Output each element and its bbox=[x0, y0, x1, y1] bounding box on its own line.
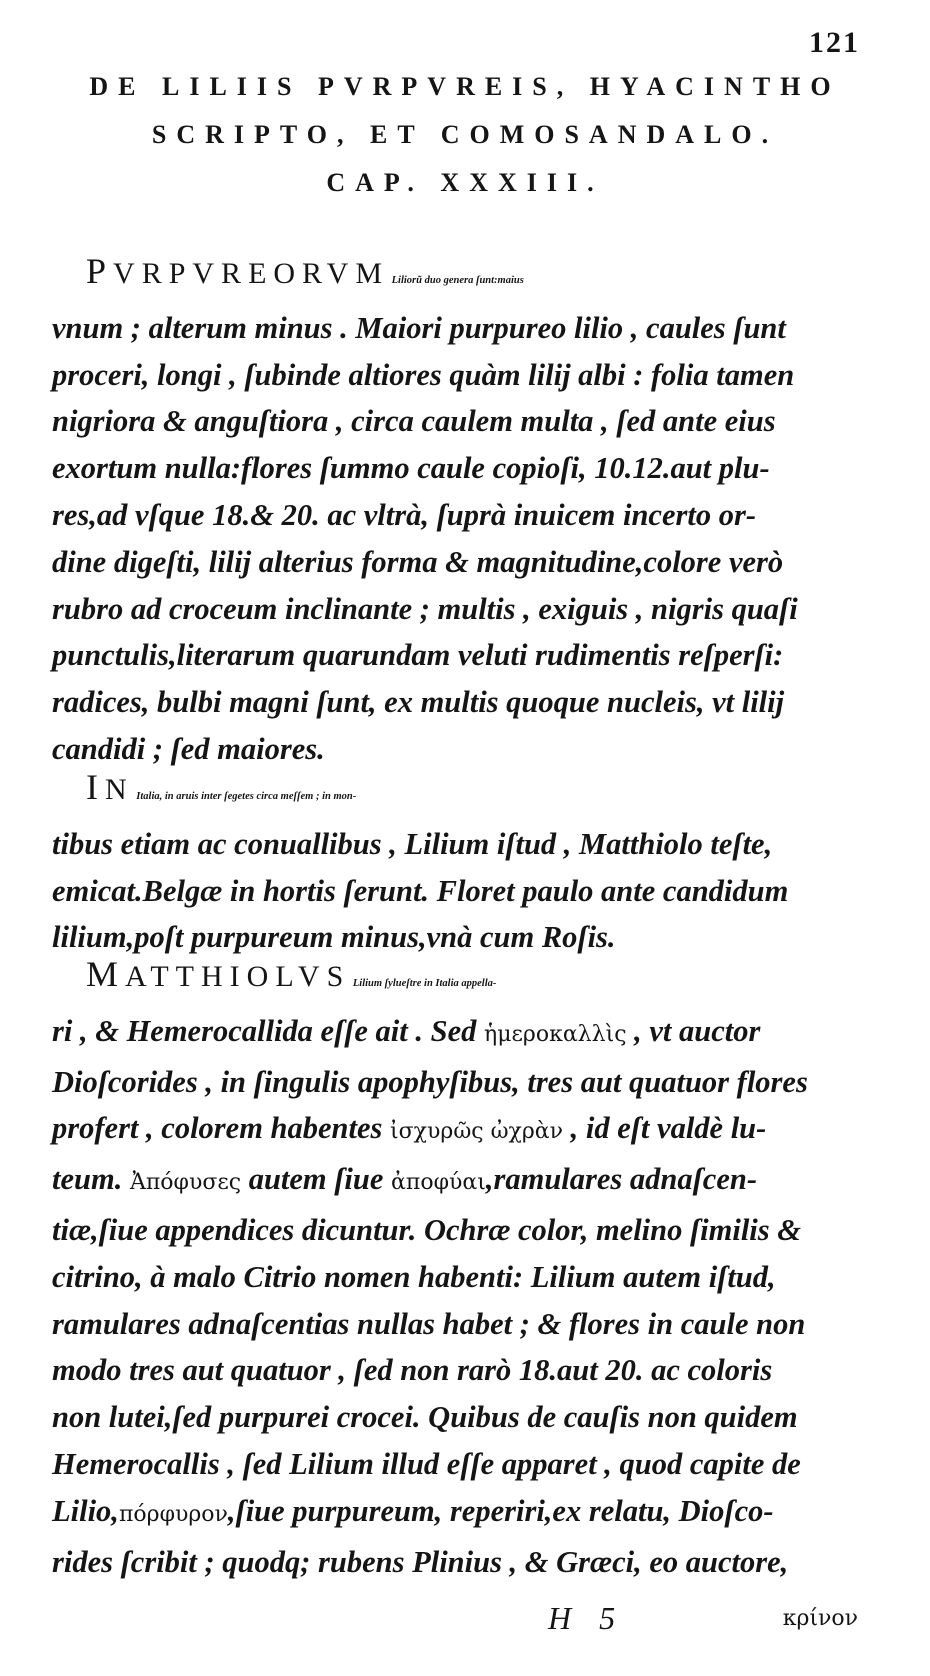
chapter-number: CAP. XXXIII. bbox=[326, 168, 604, 197]
paragraph-3-line-12-text-b: ,ſiue purpureum, reperiri,ex relatu, Dioſco- bbox=[227, 1493, 774, 1528]
paragraph-3-initial: M bbox=[86, 954, 126, 994]
paragraph-3-line-7: citrino, à malo Citrio nomen habenti: Lilium autem iſtud, bbox=[52, 1259, 776, 1294]
paragraph-1-lead-word bbox=[86, 251, 390, 291]
paragraph-3-line-12-text-a: Lilio, bbox=[52, 1493, 119, 1528]
paragraph-3-line-8: ramulares adnaſcentias nullas habet ; & flores in caule non bbox=[52, 1306, 806, 1341]
paragraph-3-line-9: modo tres aut quatuor , ſed non rarò 18.aut 20. ac coloris bbox=[52, 1353, 773, 1388]
paragraph-2-line-3: emicat.Belgæ in hortis ſerunt. Floret paulo ante candidum bbox=[52, 873, 789, 908]
paragraph-1-line-1: Liliorũ duo genera ſunt:maius bbox=[391, 275, 524, 286]
paragraph-3-line-4 bbox=[52, 1105, 872, 1156]
paragraph-1-line-10: radices, bulbi magni ſunt, ex multis quoque nucleis, vt lilij bbox=[52, 685, 785, 720]
paragraph-3-line-5-text-b: autem ſiue bbox=[241, 1162, 392, 1197]
paragraph-3-line-4-text-b: , id eſt valdè lu- bbox=[563, 1111, 767, 1146]
paragraph-3-lead-word bbox=[86, 954, 351, 994]
greek-word-apophyses: Ἀπόφυσες bbox=[129, 1170, 242, 1196]
paragraph-2-lead-word bbox=[86, 767, 134, 807]
paragraph-2-first-line bbox=[52, 764, 872, 821]
paragraph-3-line-12 bbox=[52, 1488, 872, 1539]
paragraph-3-line-5 bbox=[52, 1156, 872, 1207]
paragraph-3-line-13: rides ſcribit ; quodq; rubens Plinius , & Græci, eo auctore, bbox=[52, 1544, 789, 1579]
paragraph-2-line-4: lilium,poſt purpureum minus,vnà cum Roſis. bbox=[52, 920, 616, 955]
paragraph-3-line-10: non lutei,ſed purpurei crocei. Quibus de cauſis non quidem bbox=[52, 1400, 798, 1435]
paragraph-1-line-6: res,ad vſque 18.& 20. ac vltrà, ſuprà inuicem incerto or- bbox=[52, 497, 757, 532]
paragraph-3-line-11: Hemerocallis , ſed Lilium illud eſſe apparet , quod capite de bbox=[52, 1446, 801, 1481]
greek-word-porphyron: πόρφυρον bbox=[118, 1501, 228, 1527]
paragraph-1-lead-rest: VRPVREORVM bbox=[113, 257, 390, 290]
paragraph-3-line-5-text-a: teum. bbox=[52, 1162, 130, 1197]
paragraph-1-line-3: proceri, longi , ſubinde altiores quàm lilij albi : folia tamen bbox=[52, 357, 795, 392]
paragraph-3 bbox=[52, 951, 872, 1585]
catchword: κρίνον bbox=[782, 1606, 858, 1631]
greek-word-apophyai: ἀποφύαι bbox=[391, 1170, 486, 1196]
greek-phrase-ischyros-ochran: ἰσχυρῶς ὠχρὰν bbox=[390, 1119, 564, 1145]
paragraph-1-line-11: candidi ; ſed maiores. bbox=[52, 731, 325, 766]
paragraph-3-line-4-text-a: profert , colorem habentes bbox=[52, 1111, 391, 1146]
paragraph-1-line-7: dine digeſti, lilij alterius forma & magnitudine,colore verò bbox=[52, 544, 784, 579]
paragraph-1 bbox=[52, 248, 872, 773]
paragraph-3-line-5-text-c: ,ramulares adnaſcen- bbox=[485, 1162, 757, 1197]
paragraph-1-line-4: nigriora & anguſtiora , circa caulem multa , ſed ante eius bbox=[52, 404, 776, 439]
paragraph-2-initial: I bbox=[86, 767, 105, 807]
paragraph-1-line-5: exortum nulla:flores ſummo caule copioſi, 10.12.aut plu- bbox=[52, 451, 770, 486]
signature-mark: H 5 bbox=[548, 1600, 626, 1636]
paragraph-1-line-8: rubro ad croceum inclinante ; multis , exiguis , nigris quaſi bbox=[52, 591, 798, 626]
paragraph-3-line-2-text-a: ri , & Hemerocallida eſſe ait . Sed bbox=[52, 1013, 485, 1048]
paragraph-1-first-line bbox=[52, 248, 872, 305]
paragraph-2-lead-rest: N bbox=[105, 773, 134, 806]
page-number: 121 bbox=[809, 26, 860, 59]
paragraph-3-line-2 bbox=[52, 1008, 872, 1059]
paragraph-3-lead-rest: ATTHIOLVS bbox=[125, 960, 351, 993]
greek-word-hemerocallis: ἡμεροκαλλὶς bbox=[484, 1021, 627, 1047]
paragraph-3-line-2-text-b: , vt auctor bbox=[626, 1013, 761, 1048]
paragraph-2 bbox=[52, 764, 872, 961]
paragraph-3-first-line bbox=[52, 951, 872, 1008]
paragraph-2-line-2: tibus etiam ac conuallibus , Lilium iſtud , Matthiolo teſte, bbox=[52, 826, 773, 861]
paragraph-3-line-6: tiæ,ſiue appendices dicuntur. Ochræ color, melino ſimilis & bbox=[52, 1212, 801, 1247]
chapter-title-line-1: DE LILIIS PVRPVREIS, HYACINTHO bbox=[89, 72, 841, 101]
chapter-title-line-2: SCRIPTO, ET COMOSANDALO. bbox=[151, 120, 779, 149]
paragraph-3-line-3: Dioſcorides , in ſingulis apophyſibus, tres aut quatuor flores bbox=[52, 1064, 808, 1099]
paragraph-3-line-1: Lilium ſylueſtre in Italia appella- bbox=[352, 978, 497, 989]
paragraph-1-line-9: punctulis,literarum quarundam veluti rudimentis reſperſi: bbox=[52, 638, 784, 673]
paragraph-1-initial: P bbox=[86, 251, 114, 291]
paragraph-1-line-2: vnum ; alterum minus . Maiori purpureo lilio , caules ſunt bbox=[52, 310, 786, 345]
paragraph-2-line-1: Italia, in aruis inter ſegetes circa meſſem ; in mon- bbox=[136, 791, 357, 802]
